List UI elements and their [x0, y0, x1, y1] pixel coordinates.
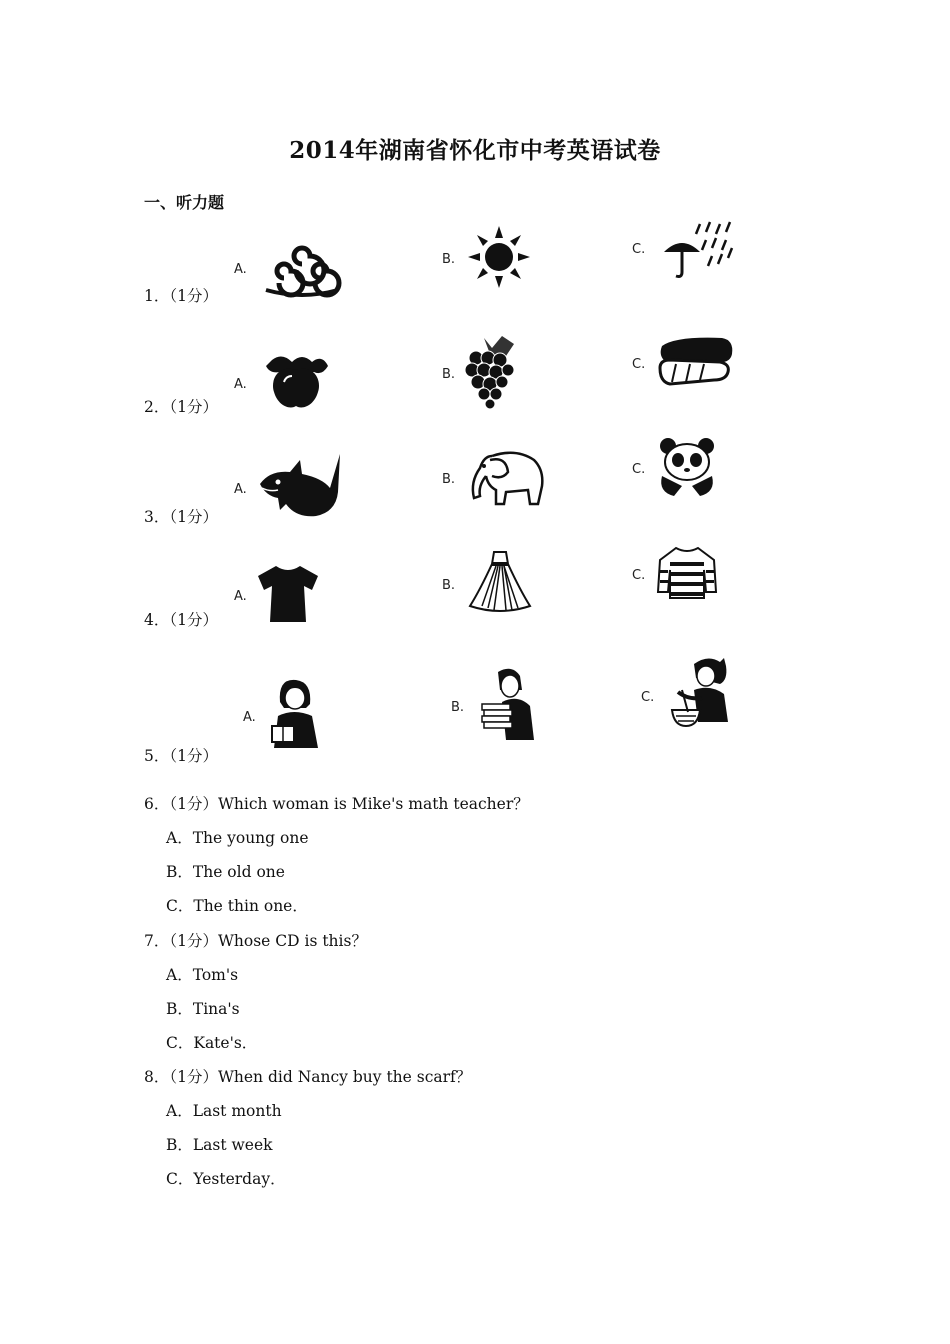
question-8-option-c: C．Yesterday． [166, 1170, 286, 1188]
question-6-option-c: C．The thin one． [166, 897, 308, 915]
grapes-icon [462, 334, 518, 410]
question-number: 4．（1分） [144, 611, 218, 629]
option-a-label: A. [234, 482, 247, 497]
sweater-icon [656, 546, 718, 602]
girl-cooking-icon [664, 654, 736, 734]
girl-reading-icon [266, 676, 324, 752]
option-b-label: B. [442, 367, 456, 382]
tshirt-icon [256, 564, 320, 624]
cloud-icon [262, 234, 342, 300]
dress-icon [468, 550, 532, 616]
apple-icon [262, 350, 332, 412]
question-8-option-b: B．Last week [166, 1136, 273, 1154]
option-b-label: B. [442, 578, 456, 593]
question-7-option-b: B．Tina's [166, 1000, 240, 1018]
question-number: 1．（1分） [144, 287, 218, 305]
question-number: 3．（1分） [144, 508, 218, 526]
question-8-option-a: A．Last month [166, 1102, 282, 1120]
option-c-label: C. [632, 462, 646, 477]
option-c-label: C. [632, 242, 646, 257]
question-7-option-a: A．Tom's [166, 966, 239, 984]
option-b-label: B. [442, 472, 456, 487]
option-a-label: A. [234, 262, 247, 277]
question-6-option-a: A．The young one [166, 829, 309, 847]
option-a-label: A. [243, 710, 256, 725]
question-number: 5．（1分） [144, 747, 218, 765]
panda-icon [654, 436, 720, 498]
woman-books-icon [478, 666, 540, 742]
question-7-text: 7．（1分）Whose CD is this？ [144, 932, 367, 950]
carrot-icon [656, 332, 736, 390]
question-number: 2．（1分） [144, 398, 218, 416]
question-6-text: 6．（1分）Which woman is Mike's math teacher？ [144, 795, 529, 813]
sun-icon [468, 226, 530, 288]
option-c-label: C. [632, 568, 646, 583]
question-8-text: 8．（1分）When did Nancy buy the scarf？ [144, 1068, 472, 1086]
section-heading: 一、听力题 [144, 193, 225, 212]
option-b-label: B. [451, 700, 465, 715]
page-title: 2014年湖南省怀化市中考英语试卷 [289, 137, 661, 164]
elephant-icon [466, 446, 546, 508]
option-a-label: A. [234, 377, 247, 392]
option-a-label: A. [234, 589, 247, 604]
option-c-label: C. [641, 690, 655, 705]
dolphin-icon [256, 452, 344, 520]
option-b-label: B. [442, 252, 456, 267]
question-7-option-c: C．Kate's． [166, 1034, 258, 1052]
rain-umbrella-icon [660, 218, 736, 280]
option-c-label: C. [632, 357, 646, 372]
question-6-option-b: B．The old one [166, 863, 285, 881]
